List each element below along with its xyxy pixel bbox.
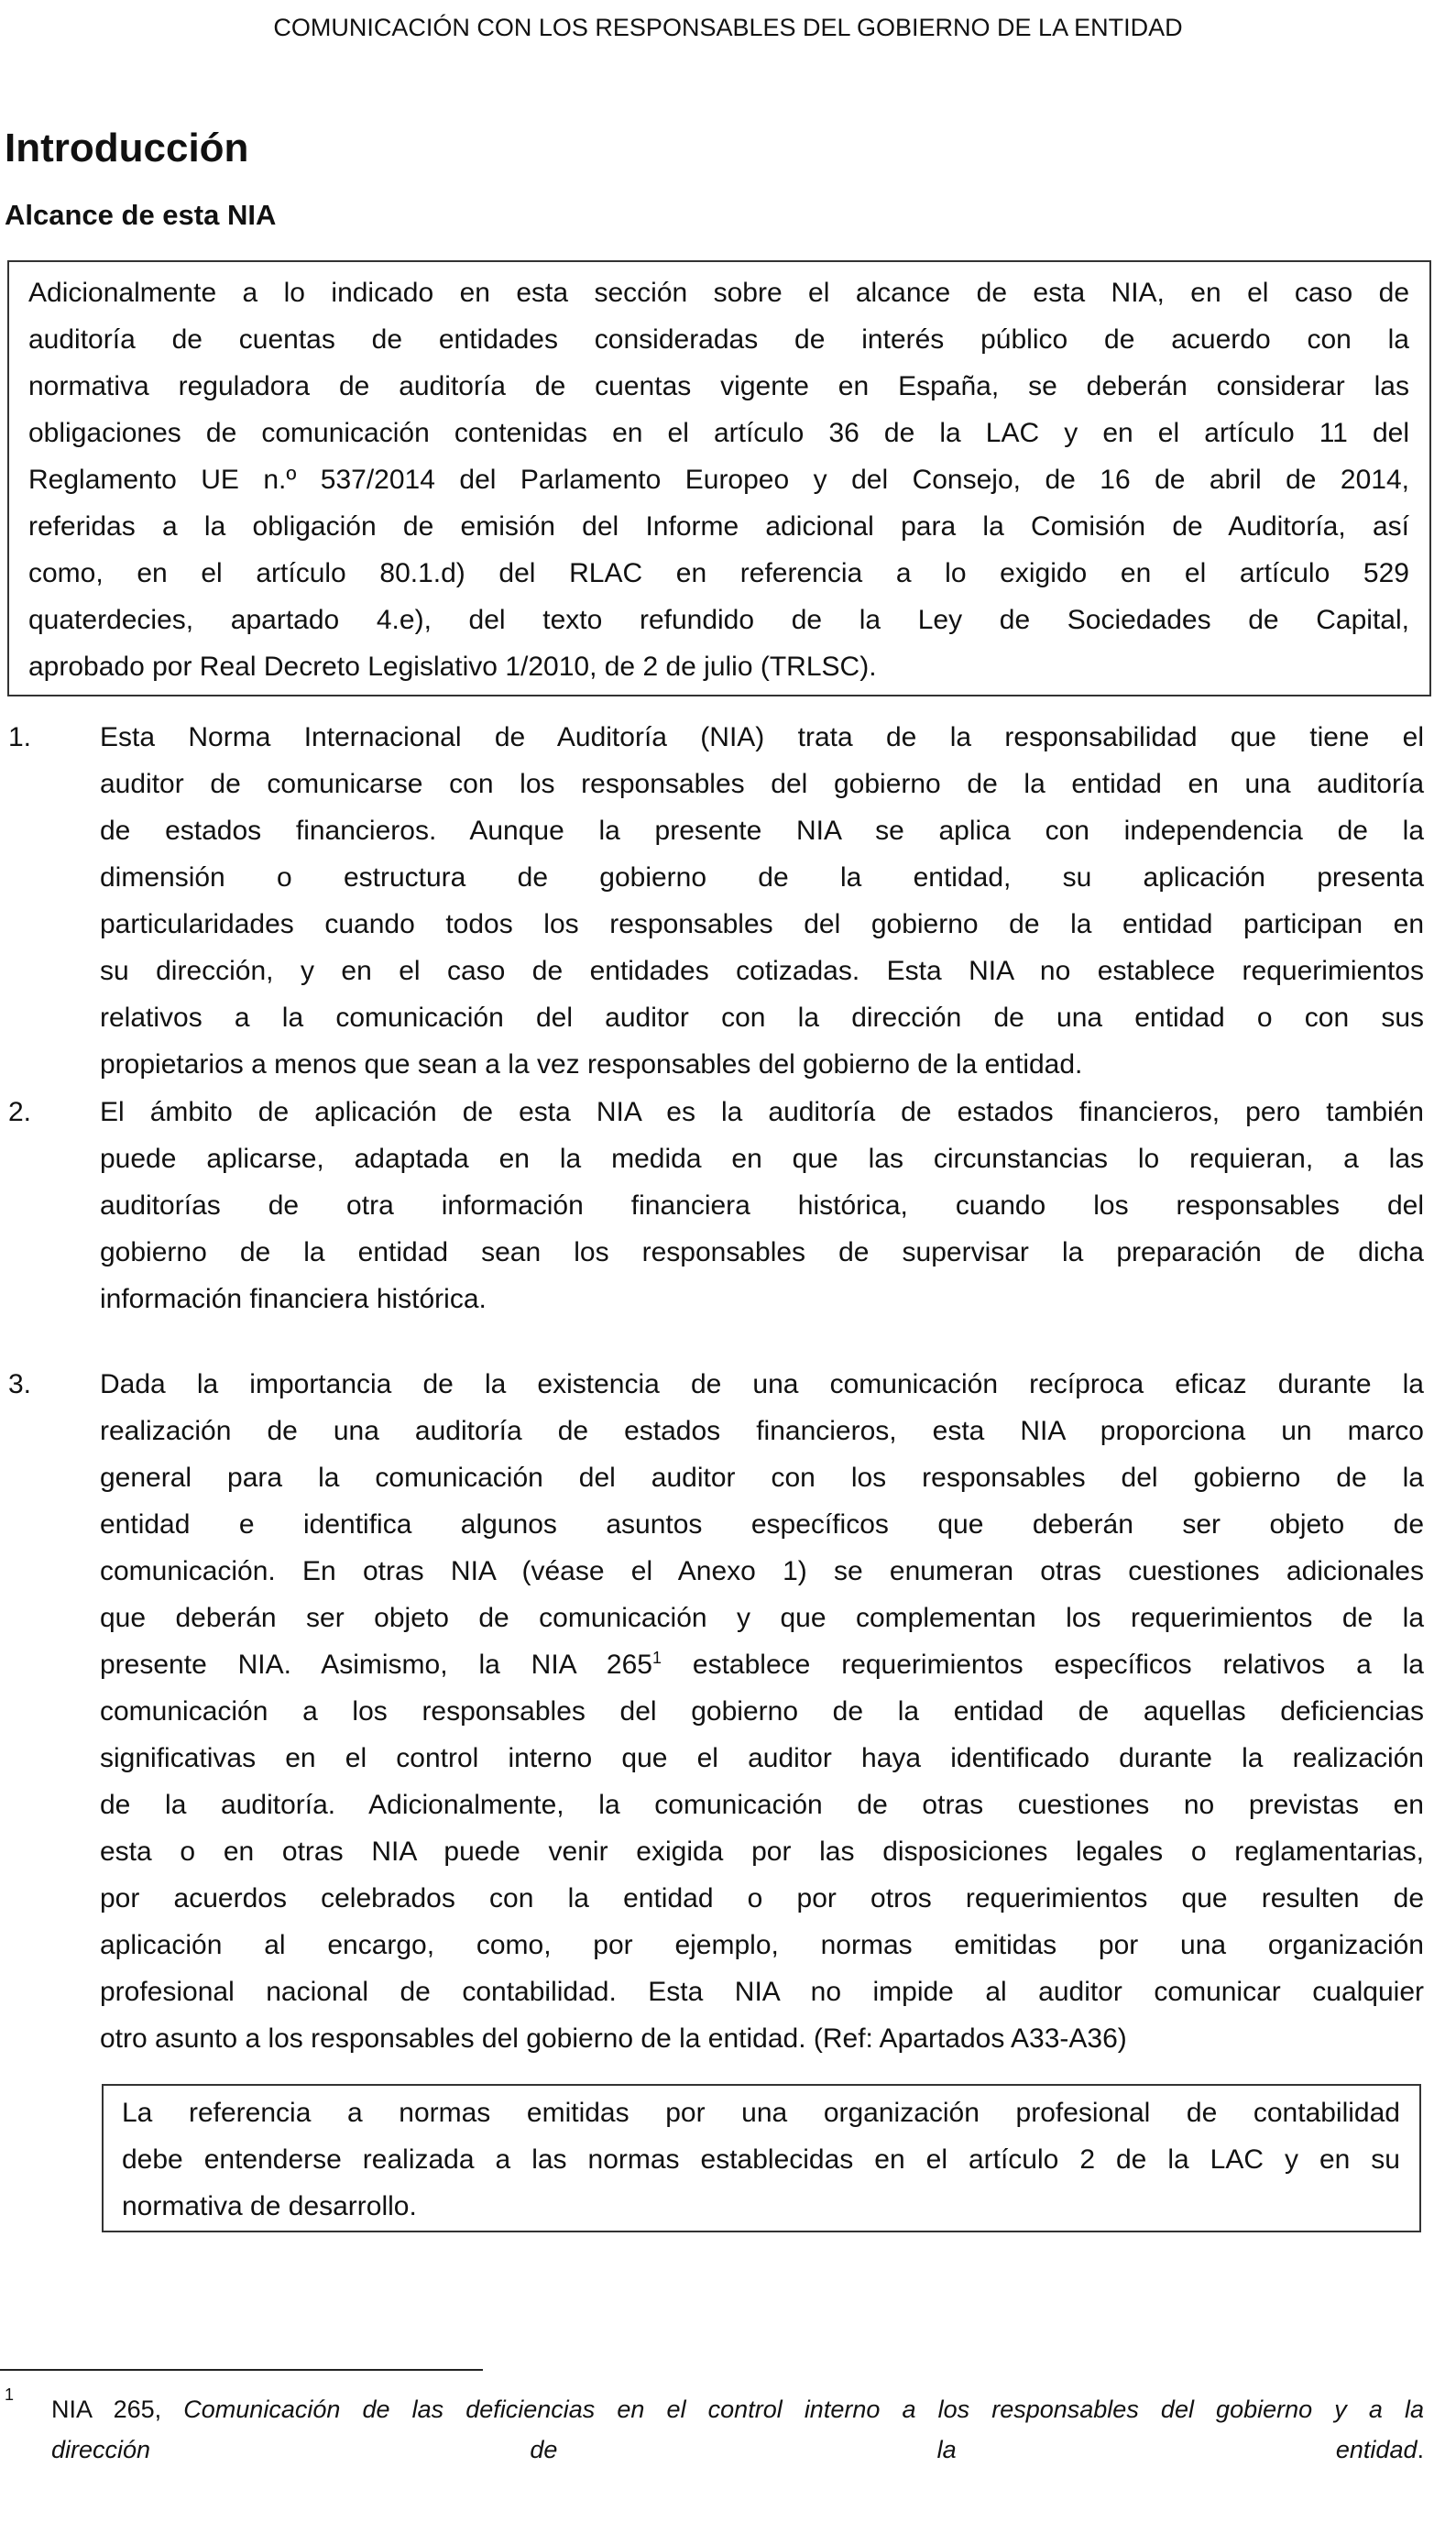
text-line: aprobado por Real Decreto Legislativo 1/2010, de 2 de julio (TRLSC). xyxy=(28,652,877,682)
text-line: obligaciones de comunicación contenidas en el artículo 36 de la LAC y en el artículo 11 del xyxy=(28,418,1409,448)
text-line: profesional nacional de contabilidad. Esta NIA no impide al auditor comunicar cualquier xyxy=(100,1977,1424,2007)
text-line: por acuerdos celebrados con la entidad o por otros requerimientos que resulten de xyxy=(100,1883,1424,1913)
text-line: de estados financieros. Aunque la presente NIA se aplica con independencia de la xyxy=(100,816,1424,846)
text-line: Dada la importancia de la existencia de una comunicación recíproca eficaz durante la xyxy=(100,1369,1424,1399)
text-line: su dirección, y en el caso de entidades cotizadas. Esta NIA no establece requerimientos xyxy=(100,956,1424,986)
text-line: La referencia a normas emitidas por una organización profesional de contabilidad xyxy=(122,2098,1400,2128)
text-line: general para la comunicación del auditor con los responsables del gobierno de la xyxy=(100,1463,1424,1493)
text-line: normativa de desarrollo. xyxy=(122,2191,417,2221)
text-line: esta o en otras NIA puede venir exigida por las disposiciones legales o reglamentarias, xyxy=(100,1837,1424,1867)
text-line: Reglamento UE n.º 537/2014 del Parlamento Europeo y del Consejo, de 16 de abril de 2014, xyxy=(28,465,1409,495)
paragraph-number: 3. xyxy=(8,1369,32,1399)
section-title: Introducción xyxy=(5,126,249,170)
text-line: debe entenderse realizada a las normas establecidas en el artículo 2 de la LAC y en su xyxy=(122,2144,1400,2175)
footnote-title: Comunicación de las deficiencias en el control interno a los responsables del gobierno y a la xyxy=(183,2396,1424,2423)
footnote-ref: NIA 265, xyxy=(51,2396,184,2423)
text-line: particularidades cuando todos los responsables del gobierno de la entidad participan en xyxy=(100,909,1424,939)
text-line: comunicación. En otras NIA (véase el Anexo 1) se enumeran otras cuestiones adicionales xyxy=(100,1556,1424,1586)
spanish-scope-note-box xyxy=(7,260,1431,696)
footnote-line xyxy=(51,2429,1424,2470)
footnote-line xyxy=(51,2389,1424,2429)
text-line: quaterdecies, apartado 4.e), del texto refundido de la Ley de Sociedades de Capital, xyxy=(28,605,1409,635)
paragraph-number: 2. xyxy=(8,1097,32,1127)
text-line xyxy=(100,1641,1424,1688)
text-line: aplicación al encargo, como, por ejemplo, normas emitidas por una organización xyxy=(100,1930,1424,1960)
text-line: realización de una auditoría de estados financieros, esta NIA proporciona un marco xyxy=(100,1416,1424,1446)
footnote-mark: 1 xyxy=(5,2385,15,2404)
text-line: Adicionalmente a lo indicado en esta sección sobre el alcance de esta NIA, en el caso de xyxy=(28,278,1409,308)
text-fragment: establece requerimientos específicos relativos a la xyxy=(662,1650,1424,1680)
text-line: El ámbito de aplicación de esta NIA es la auditoría de estados financieros, pero también xyxy=(100,1097,1424,1127)
professional-standards-note-box xyxy=(102,2084,1421,2232)
footnote-reference: 1 xyxy=(651,1649,662,1667)
text-line: referidas a la obligación de emisión del Informe adicional para la Comisión de Auditoría, así xyxy=(28,511,1409,542)
text-line: que deberán ser objeto de comunicación y que complementan los requerimientos de la xyxy=(100,1603,1424,1633)
text-line: como, en el artículo 80.1.d) del RLAC en referencia a lo exigido en el artículo 529 xyxy=(28,558,1409,588)
footnote-title: dirección de la entidad xyxy=(51,2436,1418,2463)
text-line: auditor de comunicarse con los responsables del gobierno de la entidad en una auditoría xyxy=(100,769,1424,799)
text-line: entidad e identifica algunos asuntos específicos que deberán ser objeto de xyxy=(100,1509,1424,1540)
paragraph-number: 1. xyxy=(8,722,32,752)
running-header: COMUNICACIÓN CON LOS RESPONSABLES DEL GOBIERNO DE LA ENTIDAD xyxy=(273,14,1183,41)
text-line: normativa reguladora de auditoría de cuentas vigente en España, se deberán considerar las xyxy=(28,371,1409,401)
text-line: gobierno de la entidad sean los responsables de supervisar la preparación de dicha xyxy=(100,1237,1424,1267)
text-line: puede aplicarse, adaptada en la medida en que las circunstancias lo requieran, a las xyxy=(100,1144,1424,1174)
footnote-end: . xyxy=(1417,2436,1424,2463)
footnote-separator xyxy=(0,2369,483,2371)
text-line: comunicación a los responsables del gobierno de la entidad de aquellas deficiencias xyxy=(100,1696,1424,1727)
text-line: dimensión o estructura de gobierno de la entidad, su aplicación presenta xyxy=(100,862,1424,893)
text-line: información financiera histórica. xyxy=(100,1284,487,1314)
text-line: Esta Norma Internacional de Auditoría (NIA) trata de la responsabilidad que tiene el xyxy=(100,722,1424,752)
text-line: de la auditoría. Adicionalmente, la comunicación de otras cuestiones no previstas en xyxy=(100,1790,1424,1820)
section-subtitle: Alcance de esta NIA xyxy=(5,199,277,231)
text-fragment: presente NIA. Asimismo, la NIA 265 xyxy=(100,1650,652,1680)
text-line: significativas en el control interno que el auditor haya identificado durante la realización xyxy=(100,1743,1424,1773)
text-line: propietarios a menos que sean a la vez responsables del gobierno de la entidad. xyxy=(100,1049,1083,1080)
text-line: auditorías de otra información financiera histórica, cuando los responsables del xyxy=(100,1190,1424,1221)
text-line: otro asunto a los responsables del gobierno de la entidad. (Ref: Apartados A33-A36) xyxy=(100,2023,1127,2054)
text-line: relativos a la comunicación del auditor con la dirección de una entidad o con sus xyxy=(100,1003,1424,1033)
text-line: auditoría de cuentas de entidades consideradas de interés público de acuerdo con la xyxy=(28,324,1409,355)
